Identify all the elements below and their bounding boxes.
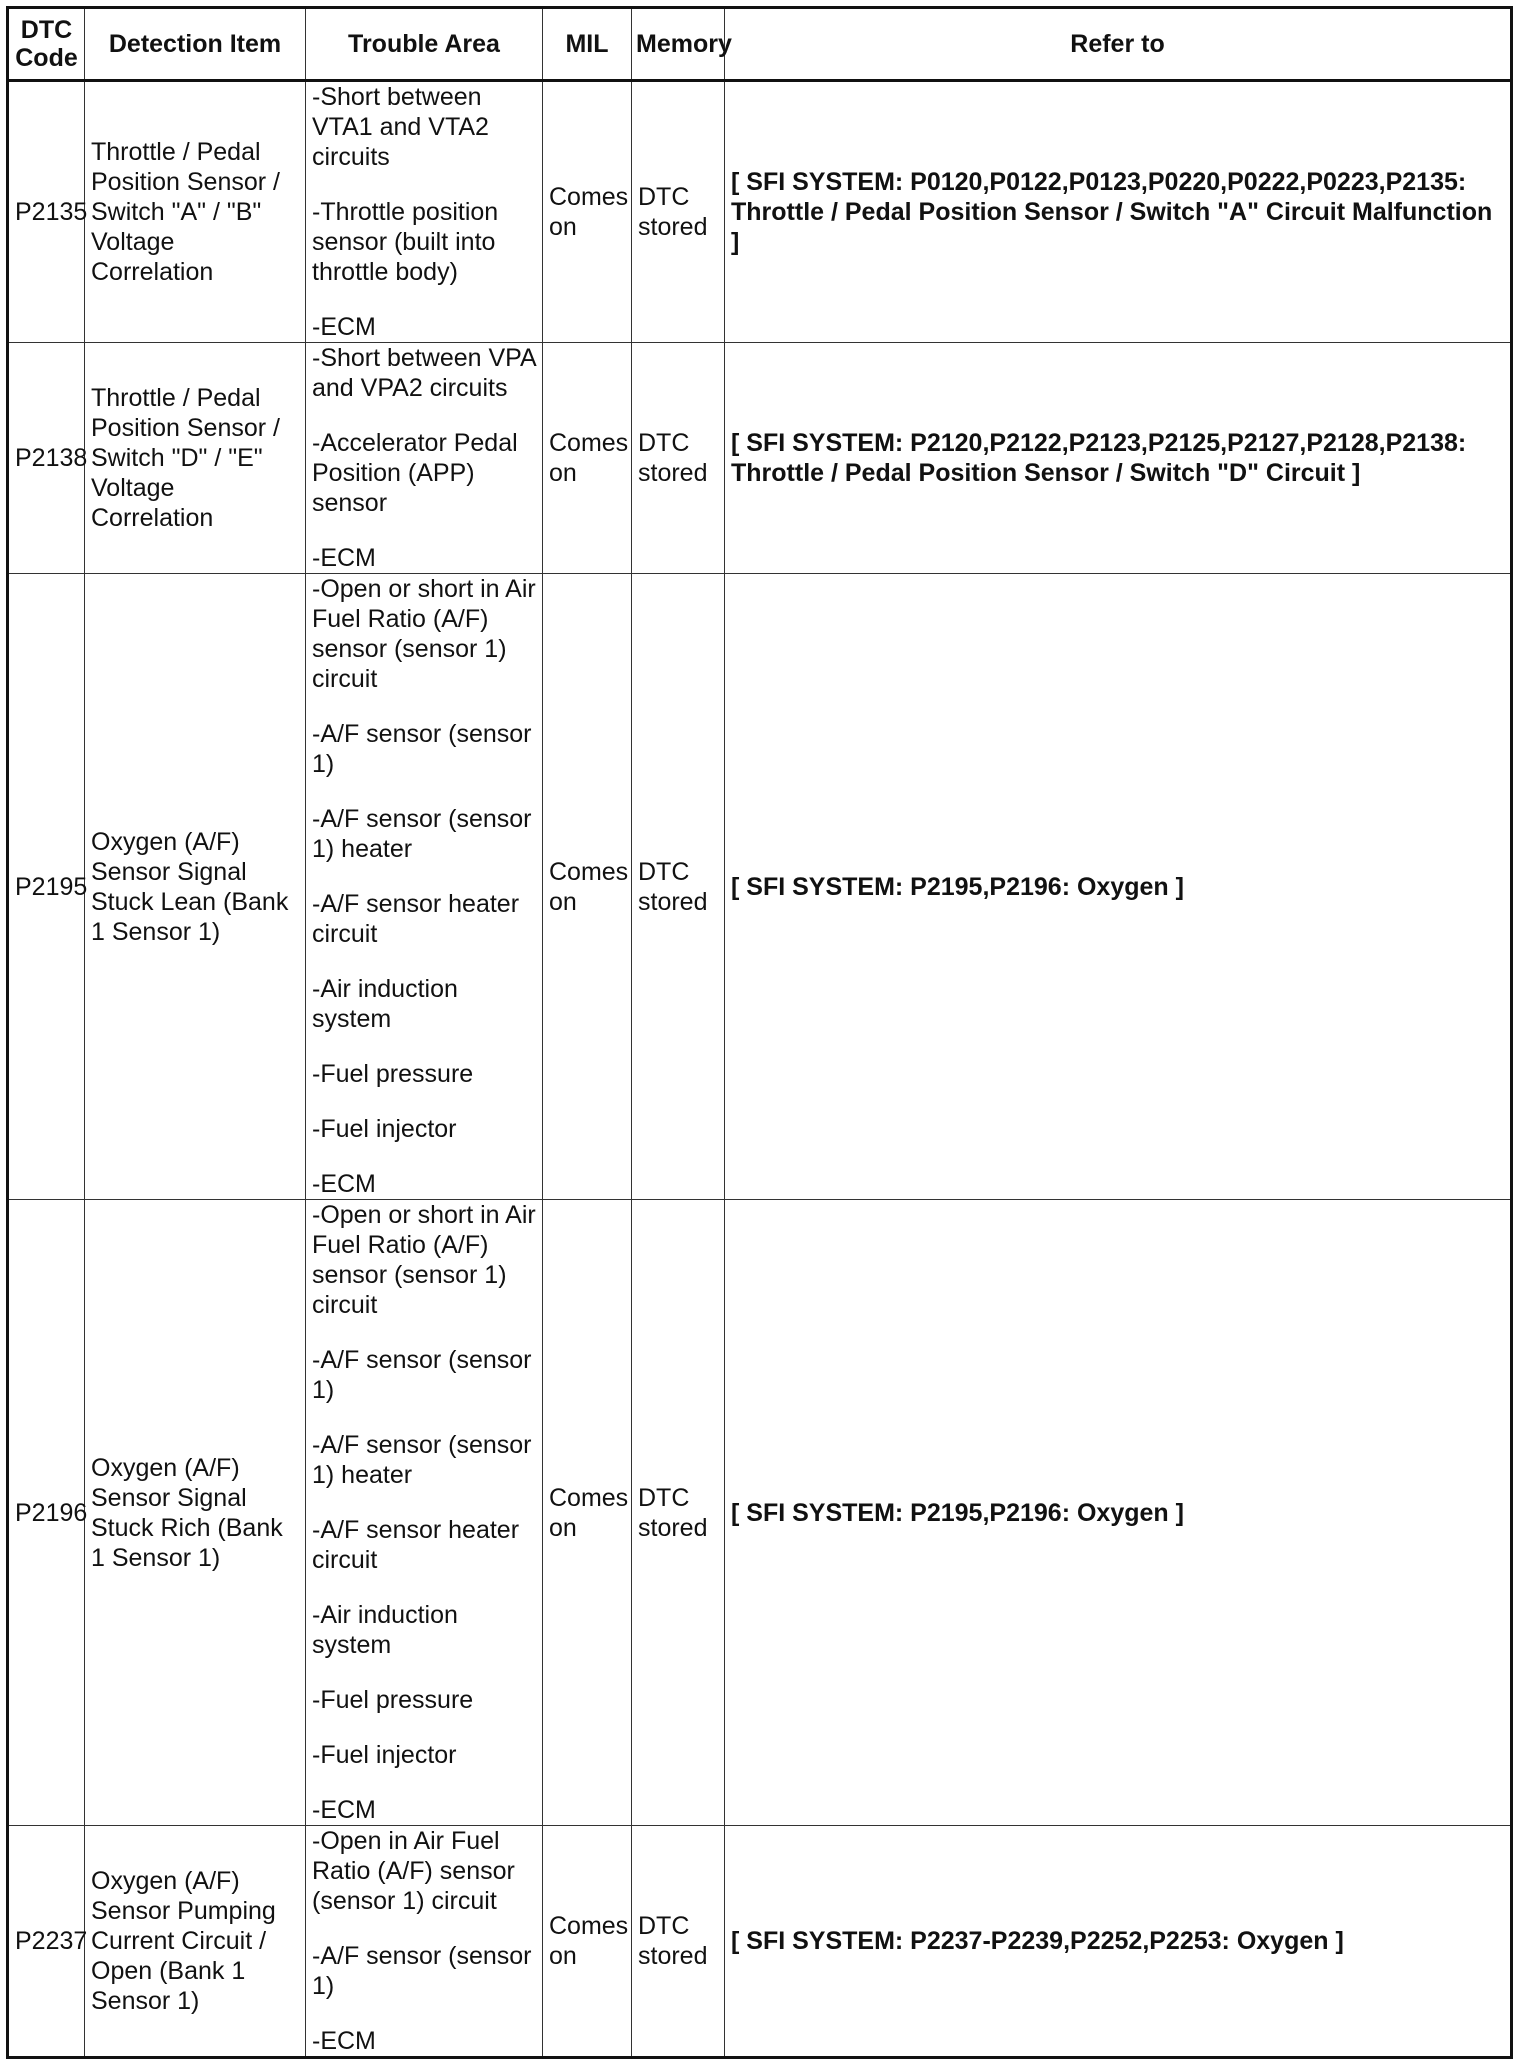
header-mil: MIL [543,8,632,81]
trouble-area-cell [306,574,543,1200]
mil-cell: Comes on [543,574,632,1200]
dtc-code-cell: P2138 [8,343,85,574]
trouble-area-item: -Fuel injector [312,1741,457,1769]
trouble-area-item: -Fuel pressure [312,1060,474,1088]
trouble-area-list [312,82,536,342]
memory-cell: DTC stored [632,574,725,1200]
trouble-area-list [312,1200,536,1825]
detection-item-cell: Oxygen (A/F) Sensor Signal Stuck Rich (Bank 1 Sensor 1) [85,1200,306,1826]
trouble-area-item: -ECM [312,544,376,572]
header-memory: Memory [632,8,725,81]
trouble-area-item: -Open or short in Air Fuel Ratio (A/F) sensor (sensor 1) circuit [312,1201,536,1319]
trouble-area-list [312,574,536,1199]
trouble-area-cell [306,1826,543,2058]
table-header-row [8,8,1512,81]
trouble-area-list [312,1826,536,2056]
refer-to-link[interactable]: [ SFI SYSTEM: P0120,P0122,P0123,P0220,P0222,P0223,P2135: Throttle / Pedal Position Sensor / Switch "A" Circuit Malfunction ] [725,81,1512,343]
header-detection-item: Detection Item [85,8,306,81]
trouble-area-cell [306,1200,543,1826]
table-row [8,574,1512,1200]
detection-item-cell: Throttle / Pedal Position Sensor / Switch "A" / "B" Voltage Correlation [85,81,306,343]
trouble-area-item: -Air induction system [312,975,458,1033]
dtc-code-cell: P2237 [8,1826,85,2058]
mil-cell: Comes on [543,1826,632,2058]
mil-cell: Comes on [543,1200,632,1826]
trouble-area-item: -ECM [312,313,376,341]
trouble-area-item: -ECM [312,2027,376,2055]
trouble-area-item: -Fuel injector [312,1115,457,1143]
memory-cell: DTC stored [632,1826,725,2058]
trouble-area-item: -A/F sensor (sensor 1) heater [312,805,532,863]
header-refer-to: Refer to [725,8,1512,81]
trouble-area-list [312,343,536,573]
refer-to-link[interactable]: [ SFI SYSTEM: P2120,P2122,P2123,P2125,P2127,P2128,P2138: Throttle / Pedal Position Sensor / Switch "D" Circuit ] [725,343,1512,574]
table-row [8,81,1512,343]
refer-to-link[interactable]: [ SFI SYSTEM: P2195,P2196: Oxygen ] [725,574,1512,1200]
memory-cell: DTC stored [632,1200,725,1826]
memory-cell: DTC stored [632,343,725,574]
trouble-area-item: -A/F sensor (sensor 1) [312,1346,532,1404]
dtc-code-cell: P2195 [8,574,85,1200]
trouble-area-cell [306,81,543,343]
trouble-area-item: -A/F sensor heater circuit [312,1516,520,1574]
trouble-area-item: -Short between VPA and VPA2 circuits [312,344,536,402]
trouble-area-item: -A/F sensor (sensor 1) [312,1942,532,2000]
trouble-area-item: -ECM [312,1170,376,1198]
table-row [8,1826,1512,2058]
table-row [8,1200,1512,1826]
table-row [8,343,1512,574]
dtc-table [6,6,1513,2059]
dtc-code-cell: P2135 [8,81,85,343]
header-trouble-area: Trouble Area [306,8,543,81]
trouble-area-cell [306,343,543,574]
detection-item-cell: Oxygen (A/F) Sensor Signal Stuck Lean (Bank 1 Sensor 1) [85,574,306,1200]
detection-item-cell: Oxygen (A/F) Sensor Pumping Current Circuit / Open (Bank 1 Sensor 1) [85,1826,306,2058]
mil-cell: Comes on [543,343,632,574]
refer-to-link[interactable]: [ SFI SYSTEM: P2237-P2239,P2252,P2253: Oxygen ] [725,1826,1512,2058]
detection-item-cell: Throttle / Pedal Position Sensor / Switch "D" / "E" Voltage Correlation [85,343,306,574]
trouble-area-item: -A/F sensor heater circuit [312,890,520,948]
refer-to-link[interactable]: [ SFI SYSTEM: P2195,P2196: Oxygen ] [725,1200,1512,1826]
trouble-area-item: -Accelerator Pedal Position (APP) sensor [312,429,518,517]
trouble-area-item: -A/F sensor (sensor 1) heater [312,1431,532,1489]
trouble-area-item: -Short between VTA1 and VTA2 circuits [312,83,489,171]
trouble-area-item: -Throttle position sensor (built into throttle body) [312,198,499,286]
memory-cell: DTC stored [632,81,725,343]
mil-cell: Comes on [543,81,632,343]
trouble-area-item: -A/F sensor (sensor 1) [312,720,532,778]
table-body [8,81,1512,2058]
trouble-area-item: -ECM [312,1796,376,1824]
header-dtc-code: DTC Code [8,8,85,81]
trouble-area-item: -Air induction system [312,1601,458,1659]
trouble-area-item: -Open in Air Fuel Ratio (A/F) sensor (sensor 1) circuit [312,1827,515,1915]
trouble-area-item: -Fuel pressure [312,1686,474,1714]
trouble-area-item: -Open or short in Air Fuel Ratio (A/F) sensor (sensor 1) circuit [312,575,536,693]
dtc-code-cell: P2196 [8,1200,85,1826]
